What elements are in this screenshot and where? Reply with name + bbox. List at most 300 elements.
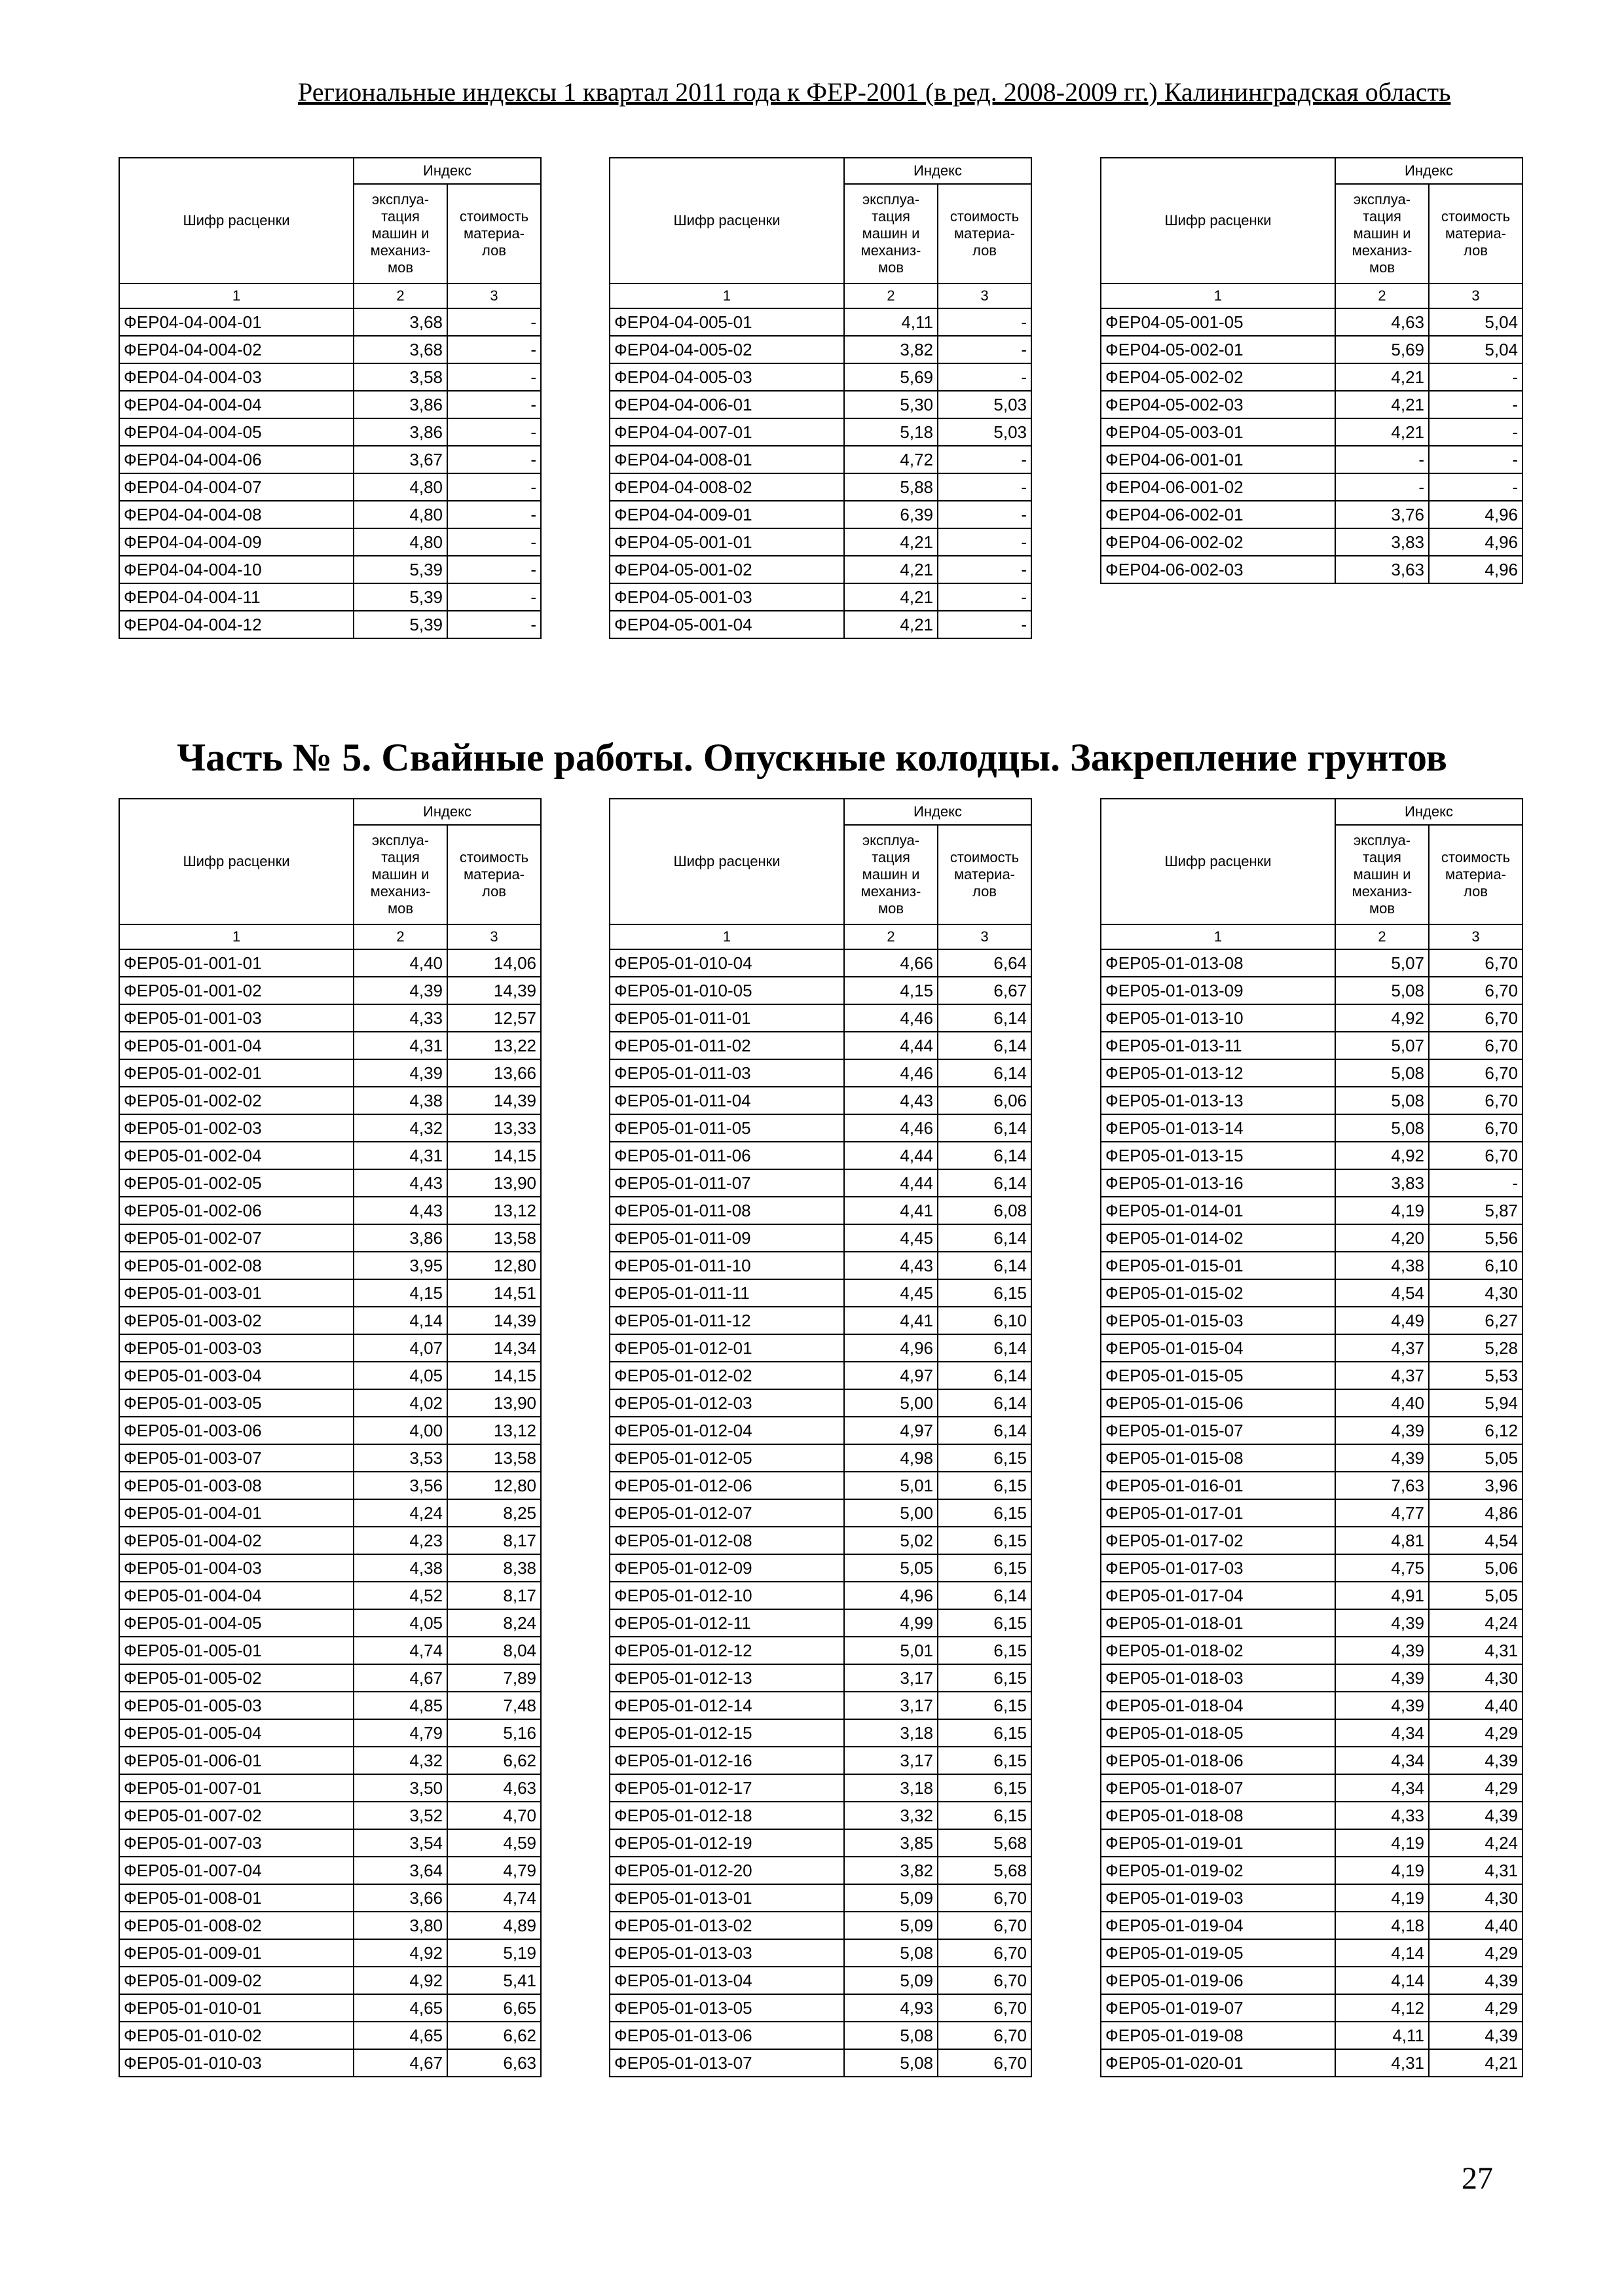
machines-index-cell: 4,54 bbox=[1335, 1279, 1429, 1307]
rate-code-cell: ФЕР05-01-012-10 bbox=[610, 1582, 844, 1609]
table-row bbox=[1101, 1224, 1522, 1252]
table-row bbox=[610, 1362, 1031, 1389]
code-column-header: Шифр расценки bbox=[610, 799, 844, 924]
table-row bbox=[119, 1582, 541, 1609]
table-row bbox=[119, 1114, 541, 1142]
materials-index-cell: 6,12 bbox=[1429, 1417, 1522, 1444]
rate-code-cell: ФЕР05-01-012-20 bbox=[610, 1857, 844, 1884]
materials-index-cell: 7,89 bbox=[447, 1664, 541, 1692]
rate-code-cell: ФЕР05-01-015-06 bbox=[1101, 1389, 1335, 1417]
machines-index-cell: 4,21 bbox=[1335, 363, 1429, 391]
materials-index-cell: 6,14 bbox=[938, 1582, 1031, 1609]
table-row bbox=[1101, 1362, 1522, 1389]
header-line: машин и bbox=[862, 866, 920, 883]
rate-code-cell: ФЕР04-04-008-02 bbox=[610, 473, 844, 501]
materials-index-cell: - bbox=[938, 473, 1031, 501]
machines-index-cell: 4,31 bbox=[354, 1142, 447, 1169]
header-line: тация bbox=[1363, 208, 1401, 225]
table-row bbox=[610, 1472, 1031, 1499]
machines-index-cell: 4,00 bbox=[354, 1417, 447, 1444]
table-row bbox=[1101, 308, 1522, 336]
machines-index-cell: 4,19 bbox=[1335, 1829, 1429, 1857]
index-table-part4-b bbox=[609, 157, 1032, 639]
rate-code-cell: ФЕР05-01-010-02 bbox=[119, 2022, 354, 2049]
header-line: лов bbox=[481, 883, 506, 900]
machines-index-cell: 4,38 bbox=[354, 1554, 447, 1582]
rate-code-cell: ФЕР05-01-013-07 bbox=[610, 2049, 844, 2077]
column-number: 3 bbox=[1429, 283, 1522, 308]
machines-index-cell: 4,34 bbox=[1335, 1747, 1429, 1774]
column-number: 2 bbox=[354, 924, 447, 949]
machines-index-cell: 3,82 bbox=[844, 336, 938, 363]
table-row bbox=[119, 391, 541, 418]
rate-code-cell: ФЕР05-01-019-05 bbox=[1101, 1939, 1335, 1967]
table-row bbox=[119, 1417, 541, 1444]
table-row bbox=[119, 1059, 541, 1087]
header-line: стоимость bbox=[1441, 849, 1511, 866]
materials-index-cell: 6,15 bbox=[938, 1499, 1031, 1527]
machines-index-cell: 3,86 bbox=[354, 391, 447, 418]
machines-index-cell: 4,15 bbox=[844, 977, 938, 1004]
rate-code-cell: ФЕР04-06-001-01 bbox=[1101, 446, 1335, 473]
table-row bbox=[1101, 1829, 1522, 1857]
machines-index-cell: 4,67 bbox=[354, 2049, 447, 2077]
materials-index-cell: 6,70 bbox=[1429, 1142, 1522, 1169]
table-row bbox=[1101, 473, 1522, 501]
rate-code-cell: ФЕР05-01-012-18 bbox=[610, 1802, 844, 1829]
rate-code-cell: ФЕР04-04-004-11 bbox=[119, 583, 354, 611]
machines-index-cell: 3,18 bbox=[844, 1719, 938, 1747]
machines-index-cell: 4,21 bbox=[844, 583, 938, 611]
header-line: стоимость bbox=[459, 849, 529, 866]
code-column-header: Шифр расценки bbox=[119, 158, 354, 283]
materials-index-cell: 6,14 bbox=[938, 1334, 1031, 1362]
header-line: механиз- bbox=[370, 883, 431, 900]
materials-index-cell: - bbox=[938, 583, 1031, 611]
machines-index-cell: 4,85 bbox=[354, 1692, 447, 1719]
materials-index-cell: 4,59 bbox=[447, 1829, 541, 1857]
table-row bbox=[1101, 1747, 1522, 1774]
header-line: лов bbox=[972, 242, 997, 259]
machines-index-cell: 4,14 bbox=[1335, 1939, 1429, 1967]
header-line: эксплуа- bbox=[1353, 191, 1411, 208]
rate-code-cell: ФЕР05-01-013-02 bbox=[610, 1912, 844, 1939]
rate-code-cell: ФЕР04-04-004-09 bbox=[119, 528, 354, 556]
materials-index-cell: 6,70 bbox=[938, 1994, 1031, 2022]
page-header: Региональные индексы 1 квартал 2011 года к ФЕР-2001 (в ред. 2008-2009 гг.) Калининградская область bbox=[298, 77, 1451, 107]
table-row bbox=[610, 336, 1031, 363]
materials-index-cell: - bbox=[447, 391, 541, 418]
table-row bbox=[1101, 363, 1522, 391]
rate-code-cell: ФЕР05-01-015-02 bbox=[1101, 1279, 1335, 1307]
table-row bbox=[610, 1912, 1031, 1939]
rate-code-cell: ФЕР05-01-003-08 bbox=[119, 1472, 354, 1499]
machines-index-cell: 5,08 bbox=[1335, 1114, 1429, 1142]
materials-index-cell: 4,96 bbox=[1429, 528, 1522, 556]
machines-index-cell: 4,74 bbox=[354, 1637, 447, 1664]
rate-code-cell: ФЕР05-01-008-01 bbox=[119, 1884, 354, 1912]
materials-index-cell: 4,96 bbox=[1429, 556, 1522, 583]
rate-code-cell: ФЕР04-04-004-02 bbox=[119, 336, 354, 363]
machines-index-cell: 5,09 bbox=[844, 1967, 938, 1994]
rate-code-cell: ФЕР05-01-011-02 bbox=[610, 1032, 844, 1059]
machines-index-cell: 5,08 bbox=[1335, 977, 1429, 1004]
machines-index-cell: 4,02 bbox=[354, 1389, 447, 1417]
materials-index-cell: 6,27 bbox=[1429, 1307, 1522, 1334]
header-line: эксплуа- bbox=[371, 832, 430, 848]
table-row bbox=[119, 977, 541, 1004]
materials-index-cell: 13,58 bbox=[447, 1224, 541, 1252]
table-row bbox=[1101, 2049, 1522, 2077]
machines-index-cell: 4,19 bbox=[1335, 1884, 1429, 1912]
table-row bbox=[610, 363, 1031, 391]
column-number: 2 bbox=[1335, 283, 1429, 308]
machines-index-cell: 4,43 bbox=[354, 1197, 447, 1224]
column-number: 2 bbox=[354, 283, 447, 308]
rate-code-cell: ФЕР04-04-008-01 bbox=[610, 446, 844, 473]
machines-column-header bbox=[844, 184, 938, 283]
table-row bbox=[610, 1444, 1031, 1472]
materials-index-cell: 6,70 bbox=[1429, 1059, 1522, 1087]
code-column-header: Шифр расценки bbox=[1101, 799, 1335, 924]
table-row bbox=[610, 1389, 1031, 1417]
materials-index-cell: - bbox=[938, 336, 1031, 363]
materials-index-cell: 5,68 bbox=[938, 1857, 1031, 1884]
rate-code-cell: ФЕР05-01-013-05 bbox=[610, 1994, 844, 2022]
machines-index-cell: 4,97 bbox=[844, 1362, 938, 1389]
materials-index-cell: - bbox=[938, 446, 1031, 473]
rate-code-cell: ФЕР05-01-013-06 bbox=[610, 2022, 844, 2049]
materials-index-cell: - bbox=[1429, 473, 1522, 501]
materials-index-cell: 6,14 bbox=[938, 1417, 1031, 1444]
machines-index-cell: 4,92 bbox=[1335, 1004, 1429, 1032]
table-row bbox=[1101, 1032, 1522, 1059]
rate-code-cell: ФЕР05-01-001-02 bbox=[119, 977, 354, 1004]
table-row bbox=[610, 2049, 1031, 2077]
column-number: 1 bbox=[1101, 924, 1335, 949]
machines-index-cell: 4,77 bbox=[1335, 1499, 1429, 1527]
rate-code-cell: ФЕР05-01-012-09 bbox=[610, 1554, 844, 1582]
rate-code-cell: ФЕР05-01-006-01 bbox=[119, 1747, 354, 1774]
rate-code-cell: ФЕР05-01-012-12 bbox=[610, 1637, 844, 1664]
materials-index-cell: 4,29 bbox=[1429, 1719, 1522, 1747]
machines-index-cell: 4,43 bbox=[354, 1169, 447, 1197]
materials-index-cell: 8,24 bbox=[447, 1609, 541, 1637]
materials-index-cell: 14,15 bbox=[447, 1362, 541, 1389]
header-line: тация bbox=[1363, 849, 1401, 866]
machines-index-cell: 5,69 bbox=[844, 363, 938, 391]
machines-index-cell: 4,67 bbox=[354, 1664, 447, 1692]
materials-index-cell: 6,15 bbox=[938, 1719, 1031, 1747]
column-number: 2 bbox=[1335, 924, 1429, 949]
materials-index-cell: 5,04 bbox=[1429, 308, 1522, 336]
machines-index-cell: 4,40 bbox=[1335, 1389, 1429, 1417]
rate-code-cell: ФЕР04-05-001-02 bbox=[610, 556, 844, 583]
rate-code-cell: ФЕР04-05-001-04 bbox=[610, 611, 844, 638]
rate-code-cell: ФЕР04-04-004-10 bbox=[119, 556, 354, 583]
materials-index-cell: - bbox=[447, 611, 541, 638]
table-row bbox=[119, 528, 541, 556]
machines-index-cell: 4,96 bbox=[844, 1334, 938, 1362]
column-number: 1 bbox=[119, 283, 354, 308]
machines-index-cell: 3,17 bbox=[844, 1692, 938, 1719]
header-line: стоимость bbox=[459, 208, 529, 225]
materials-index-cell: 5,68 bbox=[938, 1829, 1031, 1857]
machines-index-cell: 4,20 bbox=[1335, 1224, 1429, 1252]
table-row bbox=[119, 1224, 541, 1252]
header-line: материа- bbox=[953, 225, 1016, 242]
machines-index-cell: 4,99 bbox=[844, 1609, 938, 1637]
table-row bbox=[119, 1664, 541, 1692]
materials-index-cell: 6,70 bbox=[938, 2022, 1031, 2049]
table-row bbox=[610, 2022, 1031, 2049]
machines-index-cell: 4,44 bbox=[844, 1142, 938, 1169]
rate-code-cell: ФЕР05-01-012-04 bbox=[610, 1417, 844, 1444]
materials-index-cell: 4,24 bbox=[1429, 1829, 1522, 1857]
table-row bbox=[610, 1554, 1031, 1582]
machines-index-cell: 4,34 bbox=[1335, 1719, 1429, 1747]
materials-column-header bbox=[938, 184, 1031, 283]
machines-index-cell: 4,52 bbox=[354, 1582, 447, 1609]
materials-column-header bbox=[447, 184, 541, 283]
machines-index-cell: 4,39 bbox=[1335, 1417, 1429, 1444]
materials-index-cell: 6,15 bbox=[938, 1774, 1031, 1802]
header-line: мов bbox=[1369, 900, 1395, 917]
materials-index-cell: - bbox=[938, 528, 1031, 556]
table-row bbox=[610, 1252, 1031, 1279]
rate-code-cell: ФЕР05-01-012-17 bbox=[610, 1774, 844, 1802]
machines-index-cell: 4,32 bbox=[354, 1747, 447, 1774]
materials-index-cell: - bbox=[938, 363, 1031, 391]
table-row bbox=[1101, 1417, 1522, 1444]
table-row bbox=[119, 1334, 541, 1362]
machines-index-cell: 4,39 bbox=[1335, 1444, 1429, 1472]
table-row bbox=[610, 528, 1031, 556]
rate-code-cell: ФЕР05-01-012-16 bbox=[610, 1747, 844, 1774]
machines-index-cell: 5,08 bbox=[844, 2049, 938, 2077]
materials-index-cell: 6,15 bbox=[938, 1279, 1031, 1307]
materials-index-cell: 4,30 bbox=[1429, 1279, 1522, 1307]
rate-code-cell: ФЕР05-01-005-04 bbox=[119, 1719, 354, 1747]
rate-code-cell: ФЕР05-01-015-05 bbox=[1101, 1362, 1335, 1389]
materials-index-cell: 8,25 bbox=[447, 1499, 541, 1527]
table-row bbox=[119, 501, 541, 528]
machines-index-cell: 5,00 bbox=[844, 1499, 938, 1527]
rate-code-cell: ФЕР05-01-003-05 bbox=[119, 1389, 354, 1417]
table-row bbox=[1101, 1912, 1522, 1939]
machines-index-cell: 4,65 bbox=[354, 1994, 447, 2022]
header-line: машин и bbox=[371, 225, 430, 242]
machines-index-cell: 4,05 bbox=[354, 1609, 447, 1637]
header-line: тация bbox=[872, 849, 910, 866]
table-row bbox=[610, 1032, 1031, 1059]
machines-index-cell: 3,68 bbox=[354, 336, 447, 363]
column-number: 1 bbox=[1101, 283, 1335, 308]
table-row bbox=[610, 1802, 1031, 1829]
table-row bbox=[1101, 1692, 1522, 1719]
machines-index-cell: 5,08 bbox=[844, 1939, 938, 1967]
table-row bbox=[610, 1774, 1031, 1802]
index-group-header: Индекс bbox=[354, 158, 541, 184]
materials-index-cell: 5,41 bbox=[447, 1967, 541, 1994]
machines-index-cell: 4,96 bbox=[844, 1582, 938, 1609]
rate-code-cell: ФЕР05-01-011-06 bbox=[610, 1142, 844, 1169]
header-line: стоимость bbox=[950, 849, 1020, 866]
rate-code-cell: ФЕР04-04-004-07 bbox=[119, 473, 354, 501]
machines-index-cell: 4,66 bbox=[844, 949, 938, 977]
machines-index-cell: 4,44 bbox=[844, 1032, 938, 1059]
materials-index-cell: 5,87 bbox=[1429, 1197, 1522, 1224]
materials-index-cell: 6,15 bbox=[938, 1664, 1031, 1692]
rate-code-cell: ФЕР04-06-002-02 bbox=[1101, 528, 1335, 556]
materials-index-cell: 4,40 bbox=[1429, 1692, 1522, 1719]
machines-index-cell: - bbox=[1335, 473, 1429, 501]
table-row bbox=[1101, 1637, 1522, 1664]
table-row bbox=[119, 1719, 541, 1747]
materials-index-cell: 4,89 bbox=[447, 1912, 541, 1939]
materials-index-cell: 12,80 bbox=[447, 1252, 541, 1279]
index-group-header: Индекс bbox=[844, 158, 1031, 184]
materials-index-cell: 6,14 bbox=[938, 1389, 1031, 1417]
header-line: материа- bbox=[953, 866, 1016, 883]
machines-index-cell: 5,18 bbox=[844, 418, 938, 446]
rate-code-cell: ФЕР05-01-009-02 bbox=[119, 1967, 354, 1994]
column-number: 2 bbox=[844, 283, 938, 308]
table-row bbox=[119, 1004, 541, 1032]
machines-index-cell: 3,54 bbox=[354, 1829, 447, 1857]
rate-code-cell: ФЕР05-01-012-05 bbox=[610, 1444, 844, 1472]
rate-code-cell: ФЕР05-01-013-16 bbox=[1101, 1169, 1335, 1197]
table-row bbox=[119, 1087, 541, 1114]
table-row bbox=[119, 1279, 541, 1307]
table-row bbox=[610, 1939, 1031, 1967]
table-row bbox=[1101, 1774, 1522, 1802]
rate-code-cell: ФЕР05-01-018-08 bbox=[1101, 1802, 1335, 1829]
machines-index-cell: 4,81 bbox=[1335, 1527, 1429, 1554]
machines-index-cell: 3,32 bbox=[844, 1802, 938, 1829]
materials-index-cell: 4,40 bbox=[1429, 1912, 1522, 1939]
materials-index-cell: 4,39 bbox=[1429, 1747, 1522, 1774]
machines-index-cell: 4,19 bbox=[1335, 1857, 1429, 1884]
machines-index-cell: 4,79 bbox=[354, 1719, 447, 1747]
materials-index-cell: 4,29 bbox=[1429, 1774, 1522, 1802]
materials-index-cell: 6,10 bbox=[938, 1307, 1031, 1334]
header-line: механиз- bbox=[860, 883, 921, 900]
machines-index-cell: 4,39 bbox=[354, 977, 447, 1004]
rate-code-cell: ФЕР05-01-017-01 bbox=[1101, 1499, 1335, 1527]
materials-index-cell: 13,33 bbox=[447, 1114, 541, 1142]
materials-index-cell: 8,04 bbox=[447, 1637, 541, 1664]
header-line: лов bbox=[972, 883, 997, 900]
table-row bbox=[610, 1747, 1031, 1774]
column-number: 3 bbox=[938, 924, 1031, 949]
rate-code-cell: ФЕР05-01-013-14 bbox=[1101, 1114, 1335, 1142]
rate-code-cell: ФЕР05-01-019-07 bbox=[1101, 1994, 1335, 2022]
table-row bbox=[1101, 1114, 1522, 1142]
header-line: механиз- bbox=[1352, 883, 1412, 900]
header-line: материа- bbox=[1445, 225, 1507, 242]
table-row bbox=[610, 308, 1031, 336]
table-row bbox=[1101, 556, 1522, 583]
machines-index-cell: 3,82 bbox=[844, 1857, 938, 1884]
rate-code-cell: ФЕР04-04-005-02 bbox=[610, 336, 844, 363]
machines-index-cell: 3,67 bbox=[354, 446, 447, 473]
table-row bbox=[1101, 949, 1522, 977]
table-row bbox=[1101, 1664, 1522, 1692]
materials-index-cell: 5,06 bbox=[1429, 1554, 1522, 1582]
materials-index-cell: 13,90 bbox=[447, 1169, 541, 1197]
machines-index-cell: 5,09 bbox=[844, 1884, 938, 1912]
rate-code-cell: ФЕР04-04-004-01 bbox=[119, 308, 354, 336]
machines-index-cell: 4,33 bbox=[354, 1004, 447, 1032]
materials-index-cell: 4,39 bbox=[1429, 1967, 1522, 1994]
machines-index-cell: 4,72 bbox=[844, 446, 938, 473]
machines-index-cell: 3,18 bbox=[844, 1774, 938, 1802]
machines-index-cell: 4,21 bbox=[844, 611, 938, 638]
table-row bbox=[610, 501, 1031, 528]
materials-index-cell: 6,14 bbox=[938, 1059, 1031, 1087]
table-row bbox=[1101, 1307, 1522, 1334]
rate-code-cell: ФЕР05-01-012-07 bbox=[610, 1499, 844, 1527]
materials-index-cell: 6,15 bbox=[938, 1444, 1031, 1472]
materials-index-cell: - bbox=[447, 336, 541, 363]
header-line: стоимость bbox=[950, 208, 1020, 225]
materials-index-cell: 6,15 bbox=[938, 1527, 1031, 1554]
materials-index-cell: 5,19 bbox=[447, 1939, 541, 1967]
rate-code-cell: ФЕР05-01-017-04 bbox=[1101, 1582, 1335, 1609]
index-table-part5-b bbox=[609, 798, 1032, 2077]
table-row bbox=[610, 1169, 1031, 1197]
materials-index-cell: 6,70 bbox=[1429, 1004, 1522, 1032]
rate-code-cell: ФЕР05-01-012-19 bbox=[610, 1829, 844, 1857]
machines-index-cell: 3,83 bbox=[1335, 528, 1429, 556]
table-row bbox=[610, 1609, 1031, 1637]
materials-index-cell: 6,15 bbox=[938, 1747, 1031, 1774]
machines-index-cell: 4,15 bbox=[354, 1279, 447, 1307]
materials-index-cell: 4,63 bbox=[447, 1774, 541, 1802]
rate-code-cell: ФЕР05-01-008-02 bbox=[119, 1912, 354, 1939]
materials-index-cell: 8,17 bbox=[447, 1582, 541, 1609]
materials-index-cell: 4,31 bbox=[1429, 1857, 1522, 1884]
table-row bbox=[119, 1362, 541, 1389]
machines-index-cell: 3,95 bbox=[354, 1252, 447, 1279]
machines-index-cell: 4,80 bbox=[354, 473, 447, 501]
machines-index-cell: 4,37 bbox=[1335, 1362, 1429, 1389]
materials-index-cell: 4,39 bbox=[1429, 1802, 1522, 1829]
materials-index-cell: 4,30 bbox=[1429, 1884, 1522, 1912]
table-row bbox=[119, 363, 541, 391]
materials-index-cell: 5,05 bbox=[1429, 1444, 1522, 1472]
rate-code-cell: ФЕР05-01-012-02 bbox=[610, 1362, 844, 1389]
materials-column-header bbox=[1429, 825, 1522, 924]
table-row bbox=[119, 1967, 541, 1994]
machines-index-cell: 4,46 bbox=[844, 1114, 938, 1142]
materials-index-cell: 4,21 bbox=[1429, 2049, 1522, 2077]
header-line: мов bbox=[877, 259, 904, 276]
rate-code-cell: ФЕР05-01-019-06 bbox=[1101, 1967, 1335, 1994]
materials-index-cell: 5,56 bbox=[1429, 1224, 1522, 1252]
rate-code-cell: ФЕР05-01-011-09 bbox=[610, 1224, 844, 1252]
materials-index-cell: 4,29 bbox=[1429, 1994, 1522, 2022]
table-row bbox=[610, 1142, 1031, 1169]
machines-index-cell: 4,92 bbox=[354, 1939, 447, 1967]
rate-code-cell: ФЕР05-01-004-02 bbox=[119, 1527, 354, 1554]
materials-index-cell: 6,70 bbox=[938, 1967, 1031, 1994]
machines-column-header bbox=[844, 825, 938, 924]
table-row bbox=[119, 1527, 541, 1554]
table-row bbox=[610, 418, 1031, 446]
machines-index-cell: 4,46 bbox=[844, 1059, 938, 1087]
